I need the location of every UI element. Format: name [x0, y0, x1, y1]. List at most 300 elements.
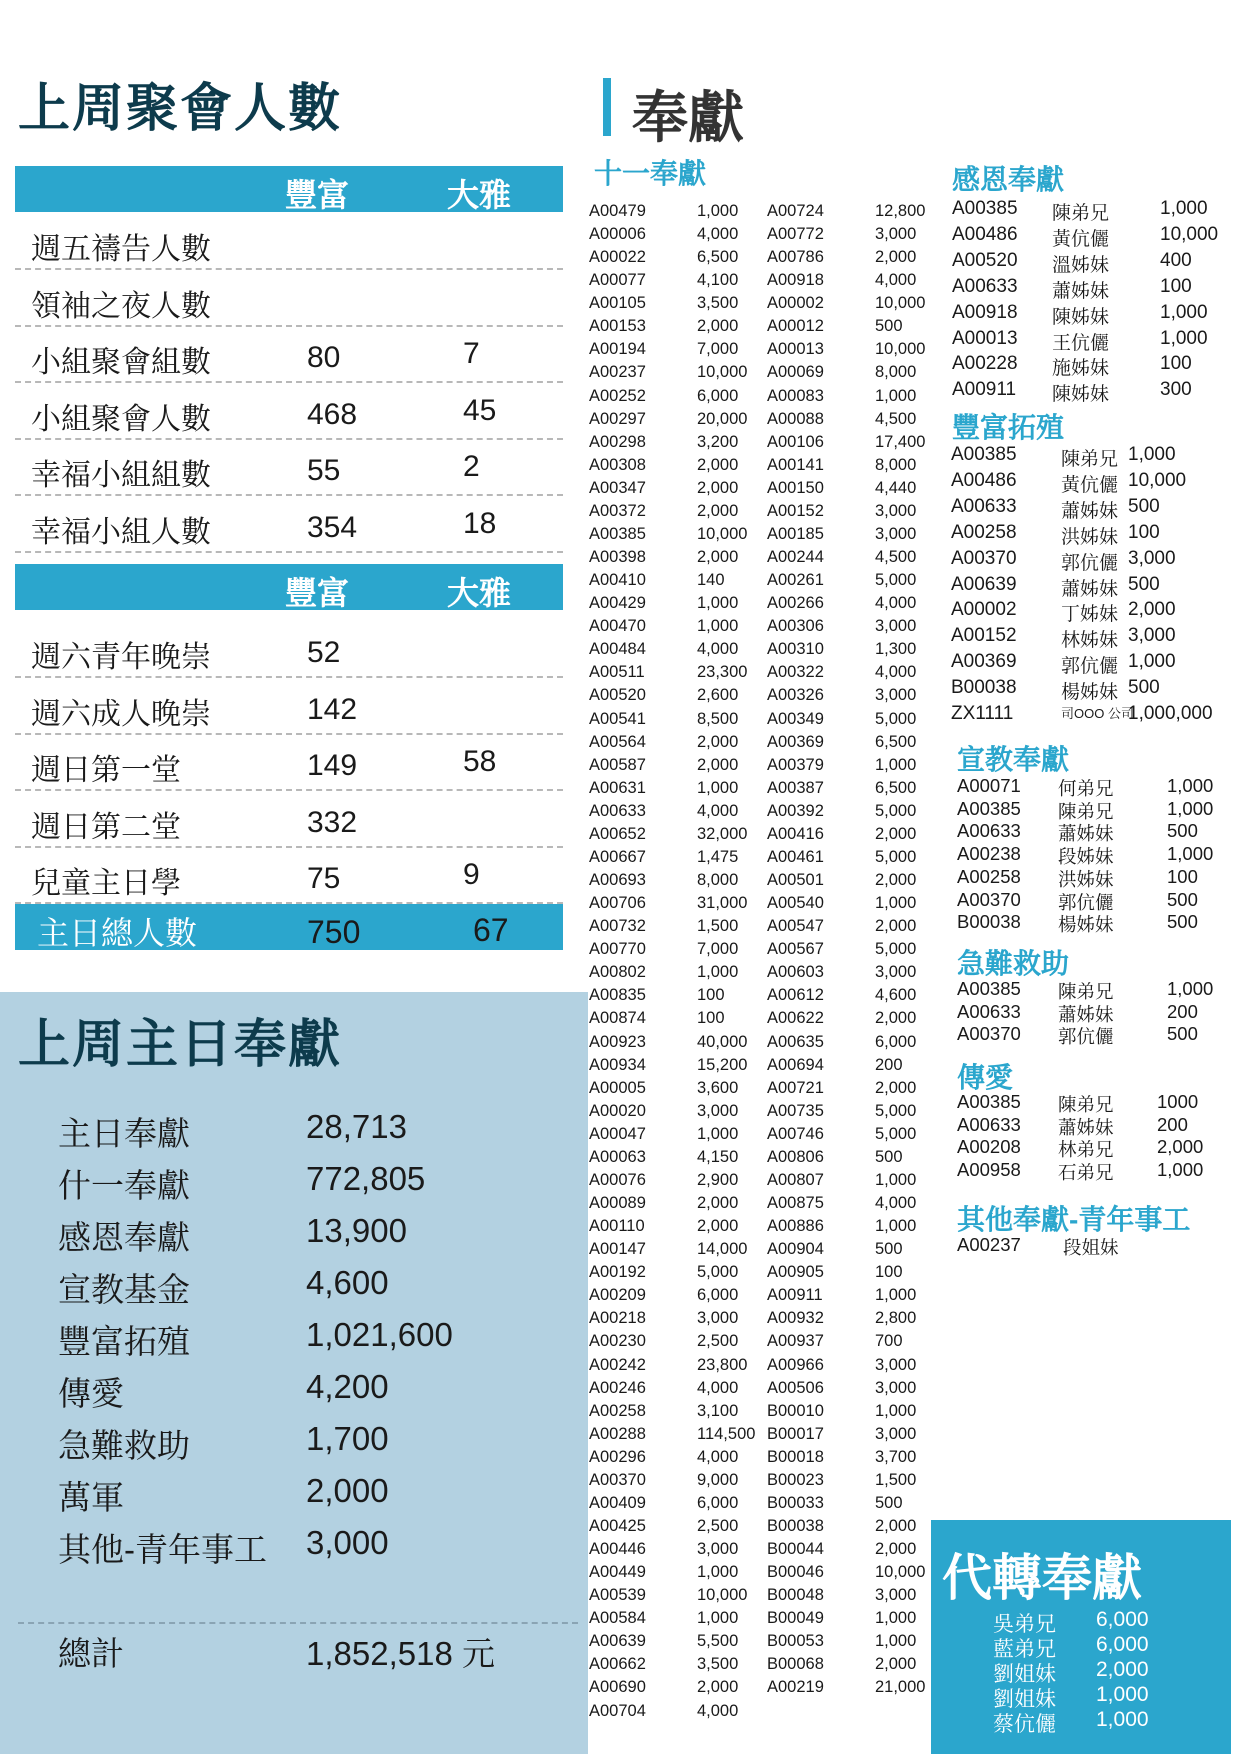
- tithe-donor-id: A00244: [767, 548, 824, 567]
- tithe-amount: 5,500: [697, 1632, 739, 1651]
- attendance-total-daya: 67: [473, 912, 509, 948]
- tithe-donor-id: A00076: [589, 1170, 646, 1189]
- love-donor-id: A00208: [957, 1136, 1021, 1158]
- missions-amount: 500: [1167, 911, 1198, 933]
- tithe-amount: 4,440: [875, 478, 917, 497]
- tithe-donor-id: A00379: [767, 755, 824, 774]
- tithe-donor-id: A00662: [589, 1655, 646, 1674]
- tithe-amount: 700: [875, 1332, 903, 1351]
- tithe-donor-id: A00310: [767, 640, 824, 659]
- tithe-amount: 5,000: [875, 571, 917, 590]
- attendance-row-label: 週五禱告人數: [31, 233, 211, 266]
- tithe-amount: 2,000: [875, 917, 917, 936]
- offering-total-label: 總計: [58, 1635, 124, 1672]
- tithe-donor-id: A00252: [589, 386, 646, 405]
- proxy-giving-name: 吳弟兄: [993, 1613, 1056, 1636]
- tithe-donor-id: A00904: [767, 1240, 824, 1259]
- church_planting-amount: 1,000: [1128, 444, 1176, 465]
- tithe-donor-id: A00047: [589, 1124, 646, 1143]
- tithe-donor-id: A00063: [589, 1147, 646, 1166]
- tithe-amount: 2,000: [697, 755, 739, 774]
- tithe-amount: 2,000: [697, 317, 739, 336]
- tithe-donor-id: A00297: [589, 409, 646, 428]
- tithe-amount: 1,000: [697, 1609, 739, 1628]
- missions-donor-name: 段姊妹: [1058, 846, 1114, 868]
- church_planting-donor-id: A00486: [951, 469, 1017, 491]
- tithe-amount: 3,000: [875, 1424, 917, 1443]
- tithe-donor-id: A00520: [589, 686, 646, 705]
- emergency-donor-name: 陳弟兄: [1058, 981, 1114, 1002]
- tithe-amount: 1,000: [697, 202, 739, 220]
- tithe-donor-id: A00192: [589, 1263, 646, 1282]
- tithe-donor-id: B00046: [767, 1563, 824, 1582]
- tithe-amount: 20,000: [697, 409, 748, 428]
- tithe-donor-id: A00479: [589, 202, 646, 220]
- tithe-amount: 2,000: [697, 732, 739, 751]
- love-amount: 1000: [1157, 1091, 1199, 1112]
- attendance-row: [15, 497, 563, 553]
- attendance-row-daya: 7: [463, 337, 480, 370]
- love-donor-id: A00385: [957, 1091, 1021, 1112]
- tithe-amount: 3,000: [875, 225, 917, 244]
- tithe-donor-id: A00874: [589, 1009, 646, 1028]
- tithe-amount: 4,500: [875, 548, 917, 567]
- tithe-title: 十一奉獻: [594, 158, 707, 189]
- tithe-donor-id: A00410: [589, 571, 646, 590]
- attendance-row-label: 週日第二堂: [31, 810, 181, 844]
- love-amount: 1,000: [1157, 1159, 1204, 1181]
- tithe-donor-id: A00639: [589, 1632, 646, 1651]
- tithe-donor-id: A00886: [767, 1217, 824, 1236]
- love-donor-name: 林弟兄: [1058, 1139, 1114, 1161]
- tithe-amount: 1,000: [875, 1401, 917, 1420]
- tithe-donor-id: A00209: [589, 1286, 646, 1305]
- attendance-row: [15, 792, 563, 848]
- offering-summary-label: 萬軍: [58, 1479, 124, 1516]
- church_planting-donor-id: B00038: [951, 677, 1017, 699]
- offering-summary-label: 豐富拓殖: [58, 1323, 190, 1360]
- tithe-amount: 500: [875, 1493, 903, 1512]
- tithe-donor-id: A00219: [767, 1678, 824, 1697]
- tithe-amount: 3,700: [875, 1447, 917, 1466]
- missions-amount: 500: [1167, 888, 1198, 910]
- tithe-donor-id: A00667: [589, 847, 646, 866]
- tithe-donor-id: A00409: [589, 1493, 646, 1512]
- tithe-donor-id: A00704: [589, 1701, 646, 1720]
- proxy-giving-name: 藍弟兄: [993, 1638, 1056, 1661]
- tithe-amount: 1,000: [697, 963, 739, 982]
- tithe-amount: 4,150: [697, 1147, 739, 1166]
- tithe-donor-id: A00020: [589, 1101, 646, 1120]
- tithe-donor-id: A00461: [767, 847, 824, 866]
- tithe-amount: 1,000: [875, 894, 917, 913]
- tithe-amount: 3,500: [697, 294, 739, 313]
- church_planting-donor-id: A00002: [951, 599, 1017, 621]
- tithe-amount: 5,000: [875, 1101, 917, 1120]
- tithe-donor-id: A00635: [767, 1032, 824, 1051]
- attendance-row-label: 幸福小組組數: [31, 459, 211, 492]
- thanks-donor-name: 陳姊妹: [1052, 384, 1110, 406]
- tithe-donor-id: B00068: [767, 1655, 824, 1674]
- tithe-donor-id: A00905: [767, 1263, 824, 1282]
- tithe-donor-id: A00005: [589, 1078, 646, 1097]
- tithe-donor-id: A00724: [767, 202, 824, 220]
- tithe-amount: 3,000: [875, 1355, 917, 1374]
- tithe-donor-id: A00506: [767, 1378, 824, 1397]
- tithe-donor-id: A00392: [767, 801, 824, 820]
- tithe-donor-id: A00567: [767, 940, 824, 959]
- tithe-amount: 3,200: [697, 432, 739, 451]
- tithe-amount: 2,800: [875, 1309, 917, 1328]
- tithe-amount: 4,000: [697, 1378, 739, 1397]
- attendance-header-1: [15, 166, 563, 212]
- thanks-donor-name: 蕭姊妹: [1052, 280, 1110, 302]
- tithe-amount: 2,000: [697, 1678, 739, 1697]
- attendance-row-label: 小組聚會組數: [31, 346, 211, 379]
- tithe-donor-id: A00296: [589, 1447, 646, 1466]
- tithe-donor-id: A00261: [767, 571, 824, 590]
- attendance-total-label: 主日總人數: [37, 915, 198, 951]
- church_planting-donor-name: 丁姊妹: [1061, 604, 1119, 626]
- emergency-title: 急難救助: [957, 948, 1070, 979]
- attendance-row-daya: 9: [463, 858, 480, 891]
- tithe-donor-id: A00446: [589, 1540, 646, 1559]
- tithe-amount: 5,000: [875, 709, 917, 728]
- thanks-donor-name: 黃伉儷: [1052, 228, 1110, 250]
- tithe-amount: 8,500: [697, 709, 739, 728]
- tithe-donor-id: A00835: [589, 986, 646, 1005]
- tithe-amount: 6,000: [697, 1286, 739, 1305]
- attendance-row-fengfu: 149: [307, 749, 358, 782]
- offering-summary-label: 其他-青年事工: [58, 1531, 267, 1568]
- attendance-row: [15, 622, 563, 678]
- tithe-amount: 3,000: [875, 1586, 917, 1605]
- tithe-amount: 2,000: [697, 1194, 739, 1212]
- attendance-row-label: 領袖之夜人數: [31, 289, 211, 323]
- tithe-donor-id: B00038: [767, 1516, 824, 1535]
- proxy-giving-amount: 6,000: [1096, 1608, 1149, 1631]
- tithe-donor-id: A00322: [767, 663, 824, 682]
- tithe-amount: 1,000: [875, 1217, 917, 1236]
- tithe-amount: 500: [875, 1240, 903, 1259]
- church_planting-donor-id: A00370: [951, 547, 1017, 569]
- tithe-donor-id: A00631: [589, 778, 646, 797]
- attendance-row-label: 週六成人晚崇: [31, 697, 211, 731]
- tithe-donor-id: A00258: [589, 1401, 646, 1420]
- tithe-donor-id: A00690: [589, 1678, 646, 1697]
- tithe-amount: 1,000: [875, 755, 917, 774]
- tithe-amount: 4,000: [697, 801, 739, 820]
- tithe-amount: 4,000: [875, 663, 917, 682]
- church_planting-donor-name: 楊姊妹: [1061, 682, 1119, 704]
- tithe-donor-id: A00541: [589, 709, 646, 728]
- church_planting-donor-id: A00385: [951, 444, 1017, 465]
- church_planting-amount: 1,000: [1128, 651, 1176, 673]
- tithe-amount: 4,000: [697, 1701, 739, 1720]
- tithe-amount: 2,000: [697, 478, 739, 497]
- missions-donor-name: 郭伉儷: [1058, 891, 1114, 913]
- tithe-amount: 2,000: [875, 1009, 917, 1028]
- attendance-row-fengfu: 468: [307, 397, 358, 431]
- tithe-donor-id: A00806: [767, 1147, 824, 1166]
- tithe-donor-id: A00587: [589, 755, 646, 774]
- tithe-donor-id: A00012: [767, 317, 824, 336]
- tithe-donor-id: A00937: [767, 1332, 824, 1351]
- tithe-amount: 14,000: [697, 1240, 748, 1259]
- tithe-donor-id: A00006: [589, 225, 646, 244]
- tithe-amount: 31,000: [697, 894, 748, 913]
- church_planting-donor-name: 洪姊妹: [1061, 526, 1119, 548]
- tithe-donor-id: A00105: [589, 294, 646, 313]
- tithe-donor-id: A00237: [589, 363, 646, 382]
- tithe-donor-id: A00022: [589, 248, 646, 267]
- tithe-amount: 6,500: [875, 732, 917, 751]
- tithe-donor-id: A00088: [767, 409, 824, 428]
- tithe-donor-id: A00398: [589, 548, 646, 567]
- tithe-donor-id: A00770: [589, 940, 646, 959]
- tithe-amount: 1,000: [875, 1286, 917, 1305]
- emergency-donor-id: A00633: [957, 1000, 1021, 1022]
- thanks-donor-name: 陳姊妹: [1052, 306, 1110, 328]
- church_planting-donor-id: A00639: [951, 573, 1017, 595]
- offering-total-value: 1,852,518 元: [306, 1635, 495, 1672]
- tithe-donor-id: A00633: [589, 801, 646, 820]
- church_planting-amount: 3,000: [1128, 547, 1176, 569]
- offering-summary-value: 3,000: [306, 1524, 389, 1561]
- youth-title: 其他奉獻-青年事工: [957, 1204, 1191, 1235]
- attendance-row-label: 小組聚會人數: [31, 402, 211, 436]
- love-donor-name: 石弟兄: [1058, 1162, 1114, 1184]
- missions-donor-name: 陳弟兄: [1058, 800, 1114, 822]
- tithe-donor-id: A00370: [589, 1470, 646, 1489]
- thanks-donor-name: 陳弟兄: [1052, 203, 1110, 224]
- tithe-amount: 500: [875, 1147, 903, 1166]
- missions-donor-name: 何弟兄: [1058, 778, 1114, 799]
- youth-donor-id: A00237: [957, 1234, 1021, 1255]
- tithe-amount: 1,475: [697, 847, 739, 866]
- tithe-amount: 40,000: [697, 1032, 748, 1051]
- tithe-donor-id: A00934: [589, 1055, 646, 1074]
- tithe-donor-id: B00049: [767, 1609, 824, 1628]
- tithe-amount: 3,000: [697, 1540, 739, 1559]
- tithe-amount: 5,000: [697, 1263, 739, 1282]
- tithe-amount: 2,000: [875, 1078, 917, 1097]
- attendance-row-fengfu: 55: [307, 454, 341, 487]
- attendance-row-daya: 45: [463, 393, 497, 427]
- tithe-amount: 6,000: [697, 1493, 739, 1512]
- tithe-donor-id: A00732: [589, 917, 646, 936]
- attendance-row-label: 週六青年晚崇: [31, 641, 211, 674]
- tithe-donor-id: A00288: [589, 1424, 646, 1443]
- tithe-amount: 200: [875, 1055, 903, 1074]
- tithe-amount: 4,000: [697, 640, 739, 659]
- attendance-row-fengfu: 52: [307, 636, 341, 669]
- attendance-row-label: 幸福小組人數: [31, 515, 211, 549]
- church_planting-donor-id: A00369: [951, 651, 1017, 673]
- tithe-amount: 21,000: [875, 1678, 926, 1697]
- tithe-donor-id: A00246: [589, 1378, 646, 1397]
- thanks-donor-id: A00228: [952, 353, 1018, 375]
- love-donor-name: 陳弟兄: [1058, 1094, 1114, 1115]
- missions-donor-id: B00038: [957, 911, 1021, 933]
- church_planting-donor-name: 蕭姊妹: [1061, 578, 1119, 600]
- tithe-donor-id: A00347: [589, 478, 646, 497]
- church-planting-title: 豐富拓殖: [952, 412, 1065, 443]
- tithe-amount: 4,600: [875, 986, 917, 1005]
- love-donor-id: A00958: [957, 1159, 1021, 1181]
- missions-donor-id: A00238: [957, 843, 1021, 865]
- tithe-donor-id: A00372: [589, 501, 646, 520]
- tithe-amount: 7,000: [697, 340, 739, 359]
- tithe-amount: 100: [697, 986, 725, 1005]
- tithe-amount: 140: [697, 571, 725, 590]
- church_planting-amount: 100: [1128, 521, 1160, 543]
- tithe-amount: 5,000: [875, 847, 917, 866]
- thanks-donor-name: 施姊妹: [1052, 358, 1110, 380]
- tithe-amount: 1,000: [875, 1632, 917, 1651]
- tithe-amount: 8,000: [875, 455, 917, 474]
- tithe-amount: 17,400: [875, 432, 926, 451]
- attendance-row-label: 週日第一堂: [31, 754, 181, 787]
- giving-title: 奉獻: [632, 86, 744, 149]
- offering-summary-label: 宣教基金: [58, 1271, 190, 1308]
- tithe-amount: 1,000: [697, 778, 739, 797]
- tithe-donor-id: A00622: [767, 1009, 824, 1028]
- thanks-donor-name: 王伉儷: [1052, 332, 1110, 354]
- tithe-donor-id: B00018: [767, 1447, 824, 1466]
- tithe-amount: 32,000: [697, 824, 748, 843]
- church_planting-donor-name: 黃伉儷: [1061, 474, 1119, 496]
- tithe-donor-id: A00425: [589, 1516, 646, 1535]
- header-col-fengfu: 豐富: [285, 177, 350, 213]
- tithe-amount: 4,000: [875, 271, 917, 290]
- tithe-amount: 9,000: [697, 1470, 739, 1489]
- proxy-giving-amount: 2,000: [1096, 1658, 1149, 1681]
- attendance-row-daya: 2: [463, 450, 480, 483]
- tithe-donor-id: A00069: [767, 363, 824, 382]
- tithe-amount: 6,000: [697, 386, 739, 405]
- tithe-donor-id: B00048: [767, 1586, 824, 1605]
- tithe-donor-id: A00013: [767, 340, 824, 359]
- tithe-amount: 1,000: [697, 617, 739, 636]
- offering-summary-value: 2,000: [306, 1472, 389, 1509]
- tithe-amount: 2,000: [875, 248, 917, 267]
- offering-summary-value: 28,713: [306, 1108, 407, 1145]
- tithe-amount: 5,000: [875, 1124, 917, 1143]
- tithe-donor-id: A00612: [767, 986, 824, 1005]
- tithe-amount: 3,000: [875, 1378, 917, 1397]
- tithe-amount: 2,500: [697, 1332, 739, 1351]
- emergency-amount: 1,000: [1167, 978, 1214, 999]
- thanks-donor-id: A00486: [952, 223, 1018, 245]
- tithe-donor-id: A00387: [767, 778, 824, 797]
- tithe-donor-id: A00385: [589, 524, 646, 543]
- tithe-donor-id: A00547: [767, 917, 824, 936]
- tithe-donor-id: A00449: [589, 1563, 646, 1582]
- emergency-amount: 200: [1167, 1000, 1198, 1022]
- missions-donor-name: 楊姊妹: [1058, 914, 1114, 936]
- church_planting-donor-name: 郭伉儷: [1061, 656, 1119, 678]
- tithe-donor-id: A00693: [589, 871, 646, 890]
- missions-amount: 500: [1167, 820, 1198, 842]
- attendance-row-fengfu: 75: [307, 862, 341, 895]
- tithe-amount: 2,000: [697, 1217, 739, 1236]
- tithe-donor-id: A00746: [767, 1124, 824, 1143]
- missions-amount: 1,000: [1167, 775, 1214, 796]
- thanks-amount: 1,000: [1160, 198, 1208, 219]
- tithe-donor-id: A00539: [589, 1586, 646, 1605]
- tithe-donor-id: A00786: [767, 248, 824, 267]
- tithe-amount: 4,000: [875, 594, 917, 613]
- tithe-donor-id: B00017: [767, 1424, 824, 1443]
- tithe-donor-id: A00564: [589, 732, 646, 751]
- tithe-amount: 2,000: [697, 548, 739, 567]
- emergency-donor-id: A00370: [957, 1023, 1021, 1045]
- tithe-amount: 2,000: [875, 824, 917, 843]
- thanks-amount: 1,000: [1160, 301, 1208, 323]
- tithe-donor-id: A00349: [767, 709, 824, 728]
- church_planting-amount: 500: [1128, 573, 1160, 595]
- missions-title: 宣教奉獻: [957, 744, 1070, 775]
- tithe-donor-id: A00077: [589, 271, 646, 290]
- tithe-donor-id: A00230: [589, 1332, 646, 1351]
- church_planting-amount: 500: [1128, 677, 1160, 699]
- tithe-amount: 1,000: [697, 594, 739, 613]
- emergency-amount: 500: [1167, 1023, 1198, 1045]
- tithe-amount: 4,000: [697, 1447, 739, 1466]
- tithe-amount: 1,000: [697, 1124, 739, 1143]
- tithe-amount: 100: [875, 1263, 903, 1282]
- tithe-amount: 6,500: [875, 778, 917, 797]
- tithe-amount: 10,000: [875, 340, 926, 359]
- proxy-giving-amount: 1,000: [1096, 1683, 1149, 1706]
- tithe-amount: 3,000: [697, 1101, 739, 1120]
- thanks-donor-id: A00013: [952, 327, 1018, 349]
- church_planting-donor-id: A00258: [951, 521, 1017, 543]
- tithe-donor-id: A00150: [767, 478, 824, 497]
- tithe-amount: 15,200: [697, 1055, 748, 1074]
- tithe-amount: 5,000: [875, 940, 917, 959]
- tithe-amount: 10,000: [697, 524, 748, 543]
- offering-summary-label: 傳愛: [58, 1375, 124, 1412]
- offering-summary-value: 772,805: [306, 1160, 426, 1197]
- header-col-daya: 大雅: [447, 575, 512, 611]
- attendance-row-fengfu: 80: [307, 341, 341, 374]
- offering-summary-label: 感恩奉獻: [58, 1219, 190, 1256]
- tithe-donor-id: A00002: [767, 294, 824, 313]
- love-amount: 200: [1157, 1113, 1188, 1135]
- attendance-total-fengfu: 750: [307, 914, 361, 950]
- offering-summary-value: 13,900: [306, 1212, 407, 1249]
- tithe-amount: 10,000: [875, 1563, 926, 1582]
- church_planting-donor-name: 陳弟兄: [1061, 449, 1119, 470]
- tithe-donor-id: A00185: [767, 524, 824, 543]
- tithe-amount: 3,000: [875, 501, 917, 520]
- church_planting-amount: 3,000: [1128, 625, 1176, 647]
- attendance-row: [15, 848, 563, 904]
- tithe-donor-id: A00735: [767, 1101, 824, 1120]
- church_planting-donor-id: A00633: [951, 495, 1017, 517]
- tithe-donor-id: A00875: [767, 1194, 824, 1212]
- tithe-amount: 4,100: [697, 271, 739, 290]
- tithe-donor-id: A00194: [589, 340, 646, 359]
- tithe-donor-id: A00147: [589, 1240, 646, 1259]
- tithe-amount: 4,500: [875, 409, 917, 428]
- emergency-donor-name: 郭伉儷: [1058, 1026, 1114, 1048]
- offering-summary-value: 1,700: [306, 1420, 389, 1457]
- tithe-donor-id: B00053: [767, 1632, 824, 1651]
- tithe-amount: 2,000: [875, 871, 917, 890]
